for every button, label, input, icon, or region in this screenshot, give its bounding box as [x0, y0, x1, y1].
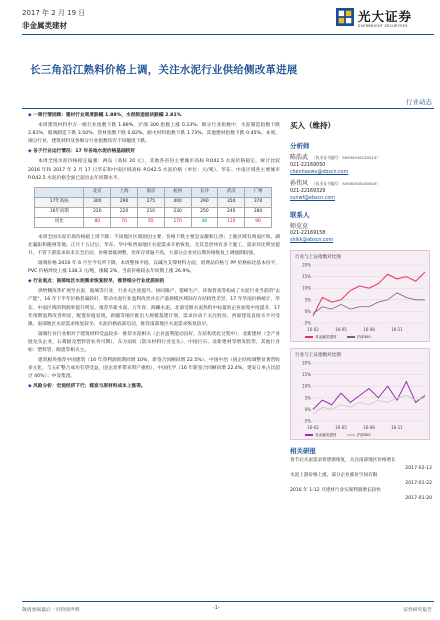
- table-row: [35, 217, 272, 227]
- table-cell: 170: [164, 217, 191, 227]
- related-reports: [290, 457, 432, 503]
- table-cell: 350: [218, 197, 245, 207]
- table-cell: 220: [84, 207, 111, 217]
- chart-2-plot: [291, 359, 431, 433]
- y-tick-label: -5%: [303, 418, 311, 424]
- contact-heading: 联系人: [290, 211, 310, 219]
- legend-swatch: [305, 434, 313, 436]
- contact-email-link[interactable]: shikk@ebscn.com: [290, 238, 334, 243]
- table-header-cell: 杭州: [164, 187, 191, 197]
- table-header-row: [35, 187, 272, 197]
- legend-label: 沪深300: [356, 335, 371, 339]
- analyst-heading: 分析师: [290, 142, 310, 150]
- table-cell: 70: [111, 217, 138, 227]
- rating-label: 买入（维持）: [290, 121, 335, 130]
- table-cell: 250: [191, 207, 218, 217]
- analyst-license: （执业证书编号：S0930516120013）: [312, 155, 381, 160]
- p2-text: 本周全国水泥价格稳定偏强：两岛（高标 20 元），其他各省份主要城市高标 P.O42.5 水泥价格稳定。统计比较 2016 年和 2017 年 2 月 17 日华东和中南区域高标 P.O42.5 水泥价格（单位：元/吨），华东、中南区域各主要城市 P.O42.5 水泥价格全面已超出去年同期水平。: [28, 159, 280, 181]
- y-tick-label: 15%: [302, 274, 311, 280]
- report-title: 长三角沿江熟料价格上调，关注水泥行业供给侧改革进展: [30, 64, 298, 76]
- y-tick-label: 15%: [302, 372, 311, 378]
- table-cell: 同比: [35, 217, 84, 227]
- y-tick-label: 20%: [302, 360, 311, 366]
- company-logo: [336, 6, 436, 32]
- legend-swatch: [305, 336, 313, 338]
- y-tick-label: 0%: [304, 406, 311, 412]
- analyst-phone: 021-22169329: [290, 189, 326, 194]
- analyst-email-link[interactable]: chenhaowu@ebscn.com: [290, 170, 349, 175]
- chart-1: [290, 250, 430, 342]
- table-header-cell: 北京: [84, 187, 111, 197]
- analyst-email-link[interactable]: sunwf@ebscn.com: [290, 196, 335, 201]
- table-cell: 220: [111, 207, 138, 217]
- analyst-phone: 021-22169050: [290, 163, 326, 168]
- title-divider: [22, 108, 434, 109]
- bullet-icon: ◆: [28, 149, 32, 155]
- table-cell: 275: [137, 197, 164, 207]
- everbright-logo-icon: [336, 8, 354, 26]
- table-cell: 110: [218, 217, 245, 227]
- contact-name: 师克克: [290, 223, 309, 230]
- table-cell: 290: [111, 197, 138, 207]
- series-line-2: [313, 293, 425, 314]
- section-tag: 行业动态: [406, 98, 432, 106]
- p1-heading: 一周行情回顾：建材行业周度跌幅 1.88%，水泥制造板块跌幅 2.81%: [33, 113, 182, 118]
- logo-en-text: EVERBRIGHT SECURITIES: [358, 24, 408, 28]
- main-body: [28, 112, 280, 393]
- series-line-1: [313, 382, 425, 410]
- x-tick-label: 16-11: [391, 327, 403, 332]
- analyst-name: 孙伟风: [290, 180, 309, 187]
- legend-label: 非金属类建材: [315, 433, 337, 437]
- table-cell: 240: [218, 207, 245, 217]
- sidebar: [290, 112, 432, 503]
- legend-label: 非金属类建材: [315, 335, 337, 339]
- legend-swatch: [347, 336, 355, 338]
- bullet-icon: ◆: [28, 113, 32, 118]
- table-cell: 65: [137, 217, 164, 227]
- y-tick-label: 5%: [304, 297, 311, 303]
- chart-2-legend: [305, 433, 371, 438]
- industry-category: 非金属类建材: [22, 21, 67, 30]
- related-report-link[interactable]: 春节后水泥需求将逐渐恢复，关注南部地区价格增长: [290, 458, 396, 463]
- related-report-link[interactable]: 水泥上游价格上涨，部分企业涨价空间有限: [290, 473, 378, 479]
- y-tick-label: 5%: [304, 395, 311, 401]
- y-tick-label: 10%: [302, 383, 311, 389]
- report-date: 2017 年 2 月 19 日: [22, 9, 86, 17]
- table-header-cell: [35, 187, 84, 197]
- p7-text: 建筑板块推荐中国建筑（16 年净利润预期同增 10%，新签合同额同增 22.5%）、中国中冶（国企结构调整显著营收多元化，与五矿整合成功有望受益，国企改革带来资产重组），中国化学（16 年新签合同额同增 22.4%，建安订单占比超过 40%）；中设集团。: [28, 358, 280, 380]
- table-header-cell: 武汉: [218, 187, 245, 197]
- analyst-license: （执业证书编号：S0930516100003）: [312, 181, 381, 186]
- p6-text: 玻璃行业行业相对于建筑材料受益较多：推荐水泥相关（企业盈利能动良好，在结构优化过程中）、北新建材（全产业链龙头企业，石膏板及塑料管业务可期），东方雨虹（防水材料行业龙头）、中国巨石、北新建材等增发股票，其他行业如：塑料管、陶瓷等相关主。: [28, 331, 280, 353]
- chart-2-title: 行业与上证指数对比图: [295, 353, 341, 358]
- analyst-name: 陈浩武: [290, 154, 309, 161]
- related-report-link[interactable]: 2016 年 1-12 月建材行业实现利润增长较快: [290, 488, 381, 494]
- y-tick-label: 20%: [302, 262, 311, 268]
- table-cell: 300: [84, 197, 111, 207]
- table-cell: 210: [137, 207, 164, 217]
- p3-text: 本周全国水泥市场价格稳上周下降；不同地区区域原因主要，价格下跌主要是安徽和江西；上涨区域有两南区和，湖北襄阳和随州等地。正月十五过后，华东、华中和西南地区水泥需求开始恢复，尤其是贵州有多个施工，需求环比明显提升。不管下游需求尚未完全启动，价格景涨调整，但库存普遍不高，大部分企业对后期价格恢复上调强期较强。: [28, 234, 280, 256]
- table-cell: 400: [164, 197, 191, 207]
- series-line-1: [313, 272, 425, 316]
- p5-text: 供给侧改革扩展至水泥、玻璃等行业，行业关注度提升。协同限产、错峰生产、环保督查等构成了水泥行业当前的"去产能"，16 年下半年价格普遍较好，带动水泥行业盈利改善并在产量规模区域间存在结构性差异，17 年华南价格统计，华东、中南区域的利润率提升明显。推荐华新水泥、万年青、海螺水泥。北部受限水泥熟料中标量的企业加集中度提升，17 年预期盈利改善明显，配置价值显现。新疆等地区推出大规模基建计划，需求拉动下关注股份，西部建设直接水平可受限。南部地区水泥需求恢复较早，水泥价格底部启动，推荐南部地区水泥需求恢复较早。: [28, 289, 280, 327]
- footer-report-type: 证券研究报告: [403, 608, 432, 613]
- table-cell: 280: [245, 207, 272, 217]
- table-cell: 370: [245, 197, 272, 207]
- related-report-date: 2017-01-20: [405, 495, 432, 501]
- table-header-cell: 长沙: [191, 187, 218, 197]
- table-header-cell: 上海: [111, 187, 138, 197]
- contact-card: [290, 223, 432, 244]
- table-row: [35, 207, 272, 217]
- footer-divider: [22, 601, 434, 602]
- x-tick-label: 16-05: [335, 425, 347, 430]
- header-divider: [22, 34, 434, 35]
- chart-1-plot: [291, 261, 431, 335]
- chart-1-legend: [305, 335, 371, 340]
- table-header-cell: 南京: [137, 187, 164, 197]
- logo-cn-text: 光大证券: [358, 9, 413, 24]
- page-number: -1-: [213, 606, 220, 611]
- table-cell: 40: [191, 217, 218, 227]
- related-report-date: 2017-01-22: [405, 480, 432, 486]
- footer-disclaimer: 敬请参阅最后一页特别声明: [22, 608, 80, 613]
- table-cell: 80: [84, 217, 111, 227]
- related-report-date: 2017-02-12: [405, 465, 432, 471]
- y-tick-label: 10%: [302, 285, 311, 291]
- table-cell: 16年同期: [35, 207, 84, 217]
- x-tick-label: 16-08: [363, 327, 375, 332]
- related-reports-heading: 相关研报: [290, 447, 316, 455]
- y-tick-label: 0%: [304, 308, 311, 314]
- x-tick-label: 16-11: [391, 425, 403, 430]
- risk-text: 风险分析：宏观经济下行；煤炭与原材料成本上涨等。: [33, 384, 146, 390]
- x-tick-label: 16-08: [363, 425, 375, 430]
- legend-swatch: [347, 434, 355, 436]
- p4-text: 玻璃价格 2016 年 6 月至今有所下降，本周整体平稳。以碱为支撑材料方面，消费品价格与 PP 价格标比基本持平，PVC 价格周度上涨 138.3 元/吨，涨幅 2%，当前价格较去年同期上涨 26.9%。: [28, 261, 280, 275]
- table-cell: 17年高标: [35, 197, 84, 207]
- table-header-cell: 广州: [245, 187, 272, 197]
- series-line-2: [313, 395, 425, 414]
- table-cell: 290: [191, 197, 218, 207]
- x-tick-label: 16-05: [335, 327, 347, 332]
- x-tick-label: 16-02: [307, 327, 319, 332]
- y-tick-label: -5%: [303, 320, 311, 326]
- bullet-icon: ◆: [28, 384, 32, 390]
- x-tick-label: 16-02: [307, 425, 319, 430]
- legend-label: 沪深300: [356, 433, 371, 437]
- p5-heading: 行业观点：南部地区水泥需求恢复较早，推荐细分行业优质标的: [33, 279, 165, 285]
- chart-2: [290, 348, 430, 440]
- table-cell: 90: [245, 217, 272, 227]
- table-cell: 230: [164, 207, 191, 217]
- analyst-card: [290, 180, 432, 202]
- p1-text: 本周建筑材料申万一级行业指数下跌 1.88%，沪深 300 指数上涨 0.23%；细分行业指数中，水泥制造指数下跌 2.81%，玻璃制造下跌 3.50%，管材指数下跌 0.82%，耐火材料指数下跌 1.73%，其他建材指数下跌 0.45%。本周，细分行业、建筑材料及各细分行业指数均有不同幅度下跌。: [28, 123, 280, 145]
- p2-heading: 各子行业运行情况：17 年各地水泥价格基础较好: [33, 149, 136, 155]
- bullet-icon: ◆: [28, 279, 32, 285]
- analyst-card: [290, 154, 432, 176]
- price-table: [34, 187, 272, 228]
- chart-1-title: 行业与上证指数对比图: [295, 255, 341, 260]
- table-row: [35, 197, 272, 207]
- contact-phone: 021-22169158: [290, 231, 326, 236]
